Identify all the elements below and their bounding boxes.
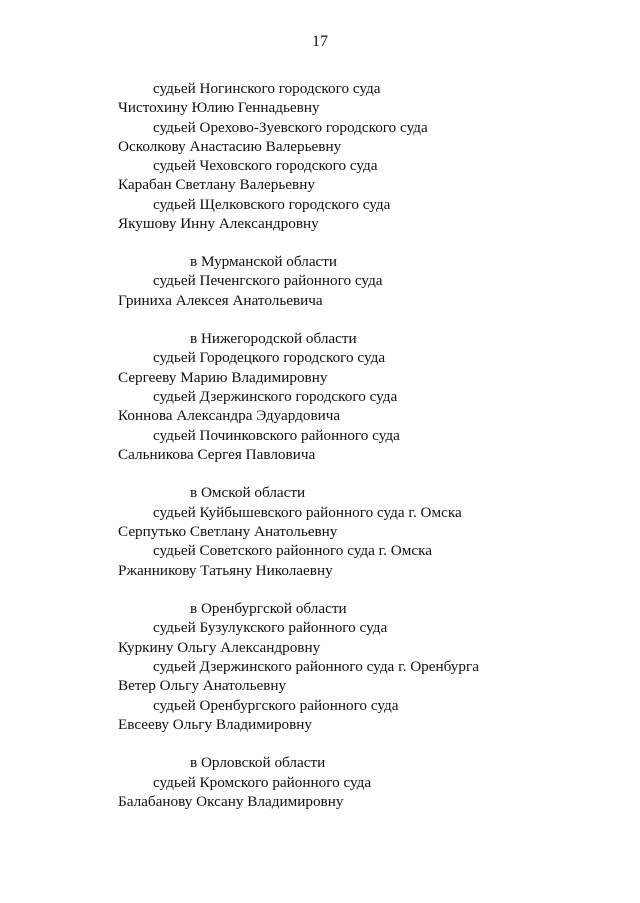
appointee-name-line: Карабан Светлану Валерьевну xyxy=(118,176,315,193)
appointment-court-line: судьей Дзержинского районного суда г. Оренбурга xyxy=(153,658,479,675)
appointee-name-line: Куркину Ольгу Александровну xyxy=(118,639,321,656)
appointment-court-line: судьей Кромского районного суда xyxy=(153,774,372,791)
region-heading: в Нижегородской области xyxy=(190,330,357,347)
appointee-name-line: Евсееву Ольгу Владимировну xyxy=(118,716,313,733)
region-heading: в Мурманской области xyxy=(190,253,338,270)
appointment-court-line: судьей Починковского районного суда xyxy=(153,427,400,444)
region-heading: в Оренбургской области xyxy=(190,600,347,617)
appointment-court-line: судьей Бузулукского районного суда xyxy=(153,619,388,636)
appointment-court-line: судьей Дзержинского городского суда xyxy=(153,388,398,405)
appointment-court-line: судьей Оренбургского районного суда xyxy=(153,697,399,714)
appointee-name-line: Осколкову Анастасию Валерьевну xyxy=(118,138,342,155)
appointment-court-line: судьей Щелковского городского суда xyxy=(153,196,391,213)
appointee-name-line: Ветер Ольгу Анатольевну xyxy=(118,677,287,694)
appointment-court-line: судьей Чеховского городского суда xyxy=(153,157,378,174)
appointee-name-line: Серпутько Светлану Анатольевну xyxy=(118,523,338,540)
appointment-court-line: судьей Городецкого городского суда xyxy=(153,349,386,366)
region-heading: в Омской области xyxy=(190,484,306,501)
appointee-name-line: Балабанову Оксану Владимировну xyxy=(118,793,344,810)
appointee-name-line: Коннова Александра Эдуардовича xyxy=(118,407,341,424)
region-heading: в Орловской области xyxy=(190,754,326,771)
appointment-court-line: судьей Ногинского городского суда xyxy=(153,80,381,97)
appointee-name-line: Якушову Инну Александровну xyxy=(118,215,319,232)
appointment-court-line: судьей Печенгского районного суда xyxy=(153,272,383,289)
appointee-name-line: Сергееву Марию Владимировну xyxy=(118,369,328,386)
page-number: 17 xyxy=(312,33,328,50)
appointee-name-line: Чистохину Юлию Геннадьевну xyxy=(118,99,320,116)
appointee-name-line: Сальникова Сергея Павловича xyxy=(118,446,316,463)
appointment-court-line: судьей Куйбышевского районного суда г. Омска xyxy=(153,504,462,521)
appointee-name-line: Ржанникову Татьяну Николаевну xyxy=(118,562,333,579)
appointment-court-line: судьей Советского районного суда г. Омска xyxy=(153,542,432,559)
appointment-court-line: судьей Орехово-Зуевского городского суда xyxy=(153,119,428,136)
appointee-name-line: Гриниха Алексея Анатольевича xyxy=(118,292,323,309)
